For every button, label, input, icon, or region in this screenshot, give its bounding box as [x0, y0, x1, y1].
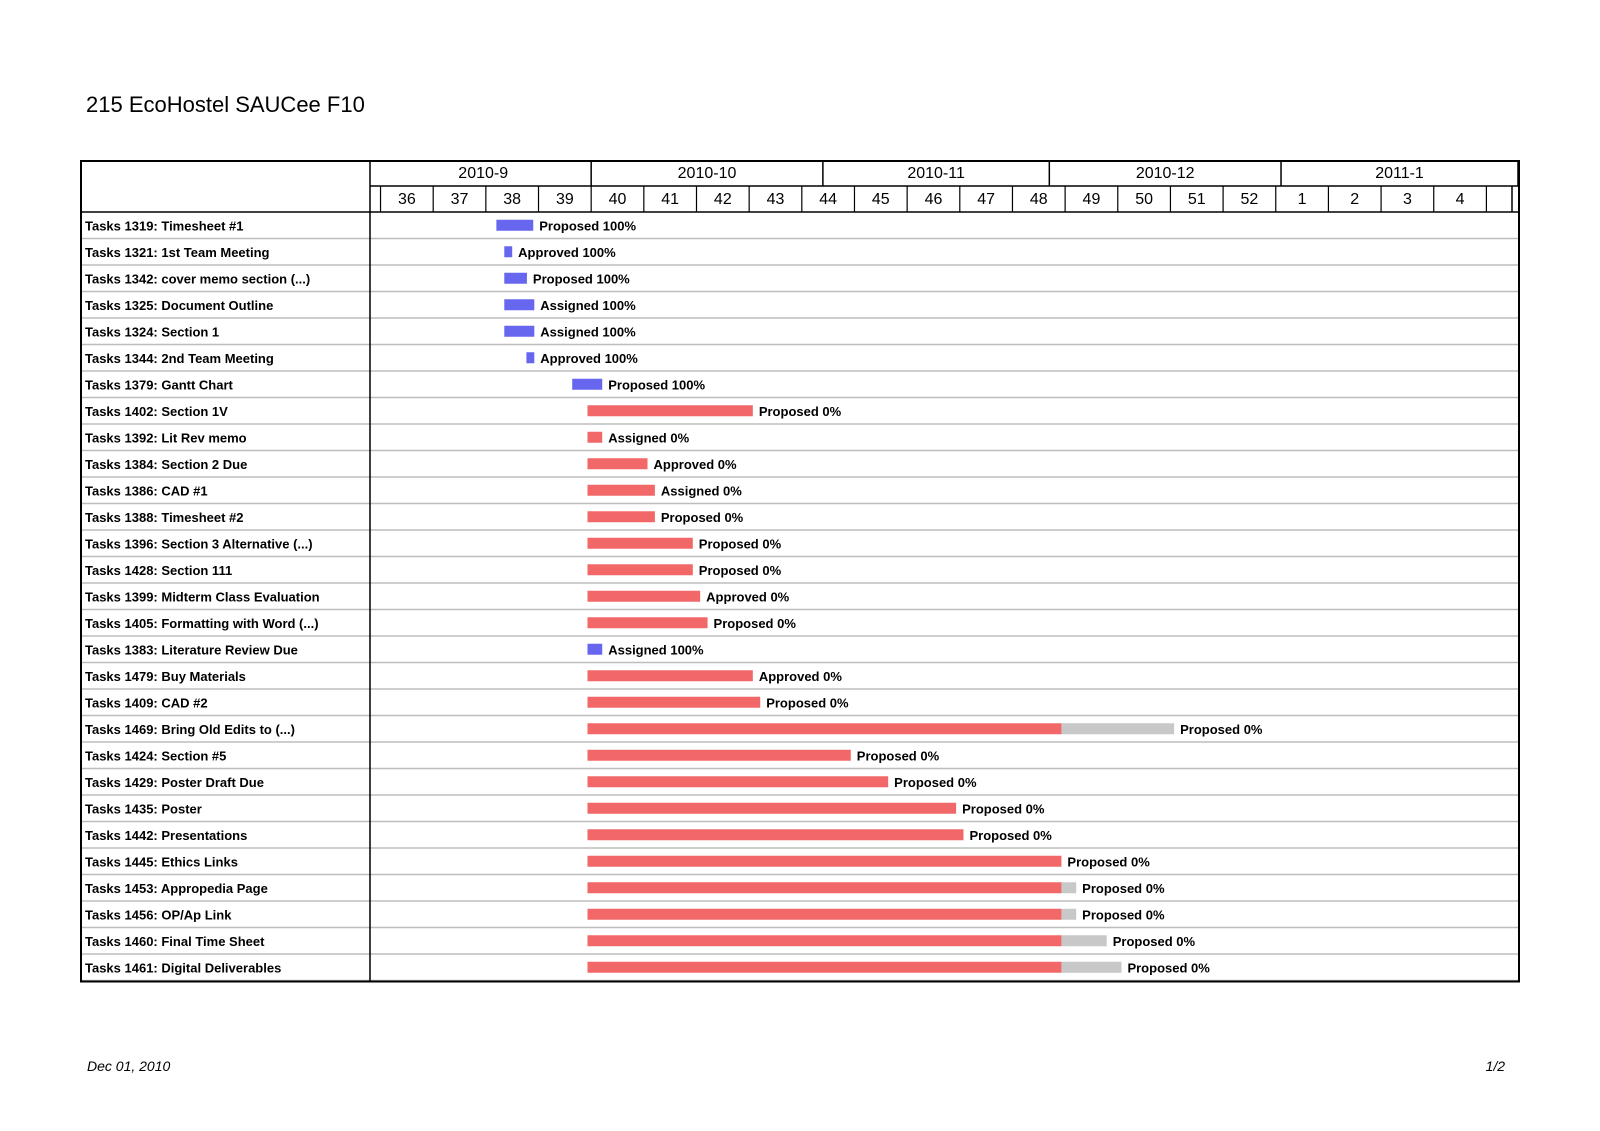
row-separators — [80, 239, 1520, 981]
task-label-column — [85, 218, 320, 975]
task-label: Tasks 1424: Section #5 — [85, 748, 227, 764]
week-tick-label: 42 — [713, 191, 732, 208]
status-label: Assigned 0% — [608, 430, 690, 446]
task-label: Tasks 1461: Digital Deliverables — [85, 960, 282, 976]
status-label: Proposed 100% — [532, 271, 630, 287]
status-label: Proposed 0% — [1127, 960, 1210, 976]
task-label: Tasks 1379: Gantt Chart — [85, 377, 233, 393]
task-bar-complete — [504, 273, 527, 284]
status-label: Assigned 0% — [660, 483, 742, 499]
task-bar — [587, 723, 1061, 734]
status-label: Assigned 100% — [540, 324, 636, 340]
month-label: 2010-9 — [458, 165, 509, 182]
month-label: 2010-11 — [907, 165, 965, 182]
task-bar — [587, 935, 1061, 946]
task-bar-remaining — [1061, 962, 1121, 973]
month-label: 2010-12 — [1135, 165, 1195, 182]
footer-date: Dec 01, 2010 — [87, 1058, 171, 1074]
task-label: Tasks 1456: OP/Ap Link — [85, 907, 232, 923]
status-label: Approved 0% — [653, 456, 737, 472]
week-tick-label: 45 — [871, 191, 890, 208]
task-label: Tasks 1396: Section 3 Alternative (...) — [85, 536, 313, 552]
status-label: Proposed 0% — [698, 562, 782, 578]
status-label: Proposed 0% — [969, 827, 1052, 843]
task-bar — [587, 485, 654, 496]
task-label: Tasks 1388: Timesheet #2 — [85, 509, 244, 525]
status-label: Proposed 0% — [962, 801, 1045, 817]
task-label: Tasks 1428: Section 111 — [85, 562, 233, 578]
week-tick-label: 2 — [1350, 191, 1360, 208]
task-label: Tasks 1324: Section 1 — [85, 324, 220, 340]
week-tick-label: 41 — [661, 191, 680, 208]
status-label: Proposed 0% — [766, 695, 849, 711]
task-bar — [587, 856, 1061, 867]
task-bar — [587, 882, 1061, 893]
task-label: Tasks 1435: Poster — [85, 801, 202, 817]
status-label: Approved 100% — [540, 350, 638, 366]
task-label: Tasks 1445: Ethics Links — [85, 854, 238, 870]
task-bar — [587, 405, 752, 416]
week-tick-label: 36 — [397, 191, 416, 208]
month-label: 2011-1 — [1375, 165, 1424, 182]
week-tick-label: 40 — [608, 191, 627, 208]
task-bar — [587, 829, 963, 840]
week-tick-label: 49 — [1082, 191, 1101, 208]
task-bar — [587, 776, 888, 787]
week-tick-label: 47 — [977, 191, 996, 208]
task-label: Tasks 1344: 2nd Team Meeting — [85, 350, 274, 366]
status-label: Approved 0% — [706, 589, 790, 605]
task-label: Tasks 1405: Formatting with Word (...) — [85, 615, 319, 631]
week-tick-label: 3 — [1402, 191, 1412, 208]
status-label: Proposed 0% — [698, 536, 782, 552]
task-bar-remaining — [1061, 935, 1106, 946]
status-label: Proposed 0% — [1082, 880, 1165, 896]
task-bar-complete — [587, 644, 602, 655]
task-bar — [587, 697, 760, 708]
status-label: Proposed 100% — [539, 218, 637, 234]
status-label: Proposed 0% — [1112, 933, 1196, 949]
timeline-header — [80, 160, 1520, 212]
task-label: Tasks 1386: CAD #1 — [85, 483, 208, 499]
task-label: Tasks 1479: Buy Materials — [85, 668, 246, 684]
task-bar-complete — [496, 220, 533, 231]
task-label: Tasks 1384: Section 2 Due — [85, 456, 248, 472]
week-tick-label: 39 — [555, 191, 574, 208]
task-bar — [587, 803, 956, 814]
task-bar — [587, 432, 602, 443]
task-bar — [587, 458, 647, 469]
week-tick-label: 51 — [1187, 191, 1206, 208]
task-bar-remaining — [1061, 882, 1076, 893]
task-label: Tasks 1402: Section 1V — [85, 403, 228, 419]
task-bar — [587, 511, 654, 522]
task-label: Tasks 1409: CAD #2 — [85, 695, 208, 711]
task-label: Tasks 1453: Appropedia Page — [85, 880, 268, 896]
task-bar — [587, 909, 1061, 920]
month-label: 2010-10 — [677, 165, 737, 182]
task-bar-complete — [504, 299, 534, 310]
week-tick-label: 52 — [1240, 191, 1259, 208]
task-bar — [587, 591, 700, 602]
status-label: Proposed 100% — [608, 377, 706, 393]
status-label: Approved 100% — [518, 244, 616, 260]
status-label: Proposed 0% — [1082, 907, 1165, 923]
status-label: Approved 0% — [758, 668, 842, 684]
week-tick-label: 48 — [1029, 191, 1048, 208]
task-label: Tasks 1325: Document Outline — [85, 297, 274, 313]
task-label: Tasks 1319: Timesheet #1 — [85, 218, 244, 234]
task-bar — [587, 564, 692, 575]
status-label: Proposed 0% — [713, 615, 796, 631]
task-bar-complete — [504, 246, 512, 257]
status-label: Proposed 0% — [660, 509, 744, 525]
task-bar-complete — [504, 326, 534, 337]
task-label: Tasks 1321: 1st Team Meeting — [85, 244, 270, 260]
week-tick-label: 1 — [1297, 191, 1307, 208]
task-bar-remaining — [1061, 909, 1076, 920]
task-bar — [587, 617, 707, 628]
week-tick-label: 43 — [766, 191, 785, 208]
status-label: Proposed 0% — [1180, 721, 1263, 737]
week-tick-label: 4 — [1455, 191, 1465, 208]
task-label: Tasks 1442: Presentations — [85, 827, 248, 843]
week-tick-label: 50 — [1135, 191, 1154, 208]
task-bar — [587, 750, 850, 761]
status-label: Assigned 100% — [608, 642, 704, 658]
status-label: Proposed 0% — [1067, 854, 1150, 870]
week-tick-label: 46 — [924, 191, 943, 208]
page-number: 1/2 — [1485, 1058, 1505, 1074]
gantt-chart — [80, 160, 1520, 984]
task-label: Tasks 1429: Poster Draft Due — [85, 774, 264, 790]
status-label: Proposed 0% — [758, 403, 842, 419]
status-label: Proposed 0% — [856, 748, 940, 764]
status-label: Assigned 100% — [540, 297, 636, 313]
task-bar-complete — [526, 352, 534, 363]
task-bar — [587, 962, 1061, 973]
week-tick-label: 38 — [503, 191, 522, 208]
task-label: Tasks 1399: Midterm Class Evaluation — [85, 589, 320, 605]
task-label: Tasks 1460: Final Time Sheet — [85, 933, 265, 949]
task-label: Tasks 1383: Literature Review Due — [85, 642, 298, 658]
task-label: Tasks 1469: Bring Old Edits to (...) — [85, 721, 295, 737]
week-tick-label: 44 — [819, 191, 838, 208]
task-label: Tasks 1342: cover memo section (...) — [85, 271, 311, 287]
task-label: Tasks 1392: Lit Rev memo — [85, 430, 247, 446]
task-bar-complete — [572, 379, 602, 390]
status-label: Proposed 0% — [894, 774, 977, 790]
task-bar — [587, 670, 752, 681]
page-title: 215 EcoHostel SAUCee F10 — [86, 92, 365, 117]
week-tick-label: 37 — [450, 191, 469, 208]
task-bar-remaining — [1061, 723, 1174, 734]
task-bar — [587, 538, 692, 549]
